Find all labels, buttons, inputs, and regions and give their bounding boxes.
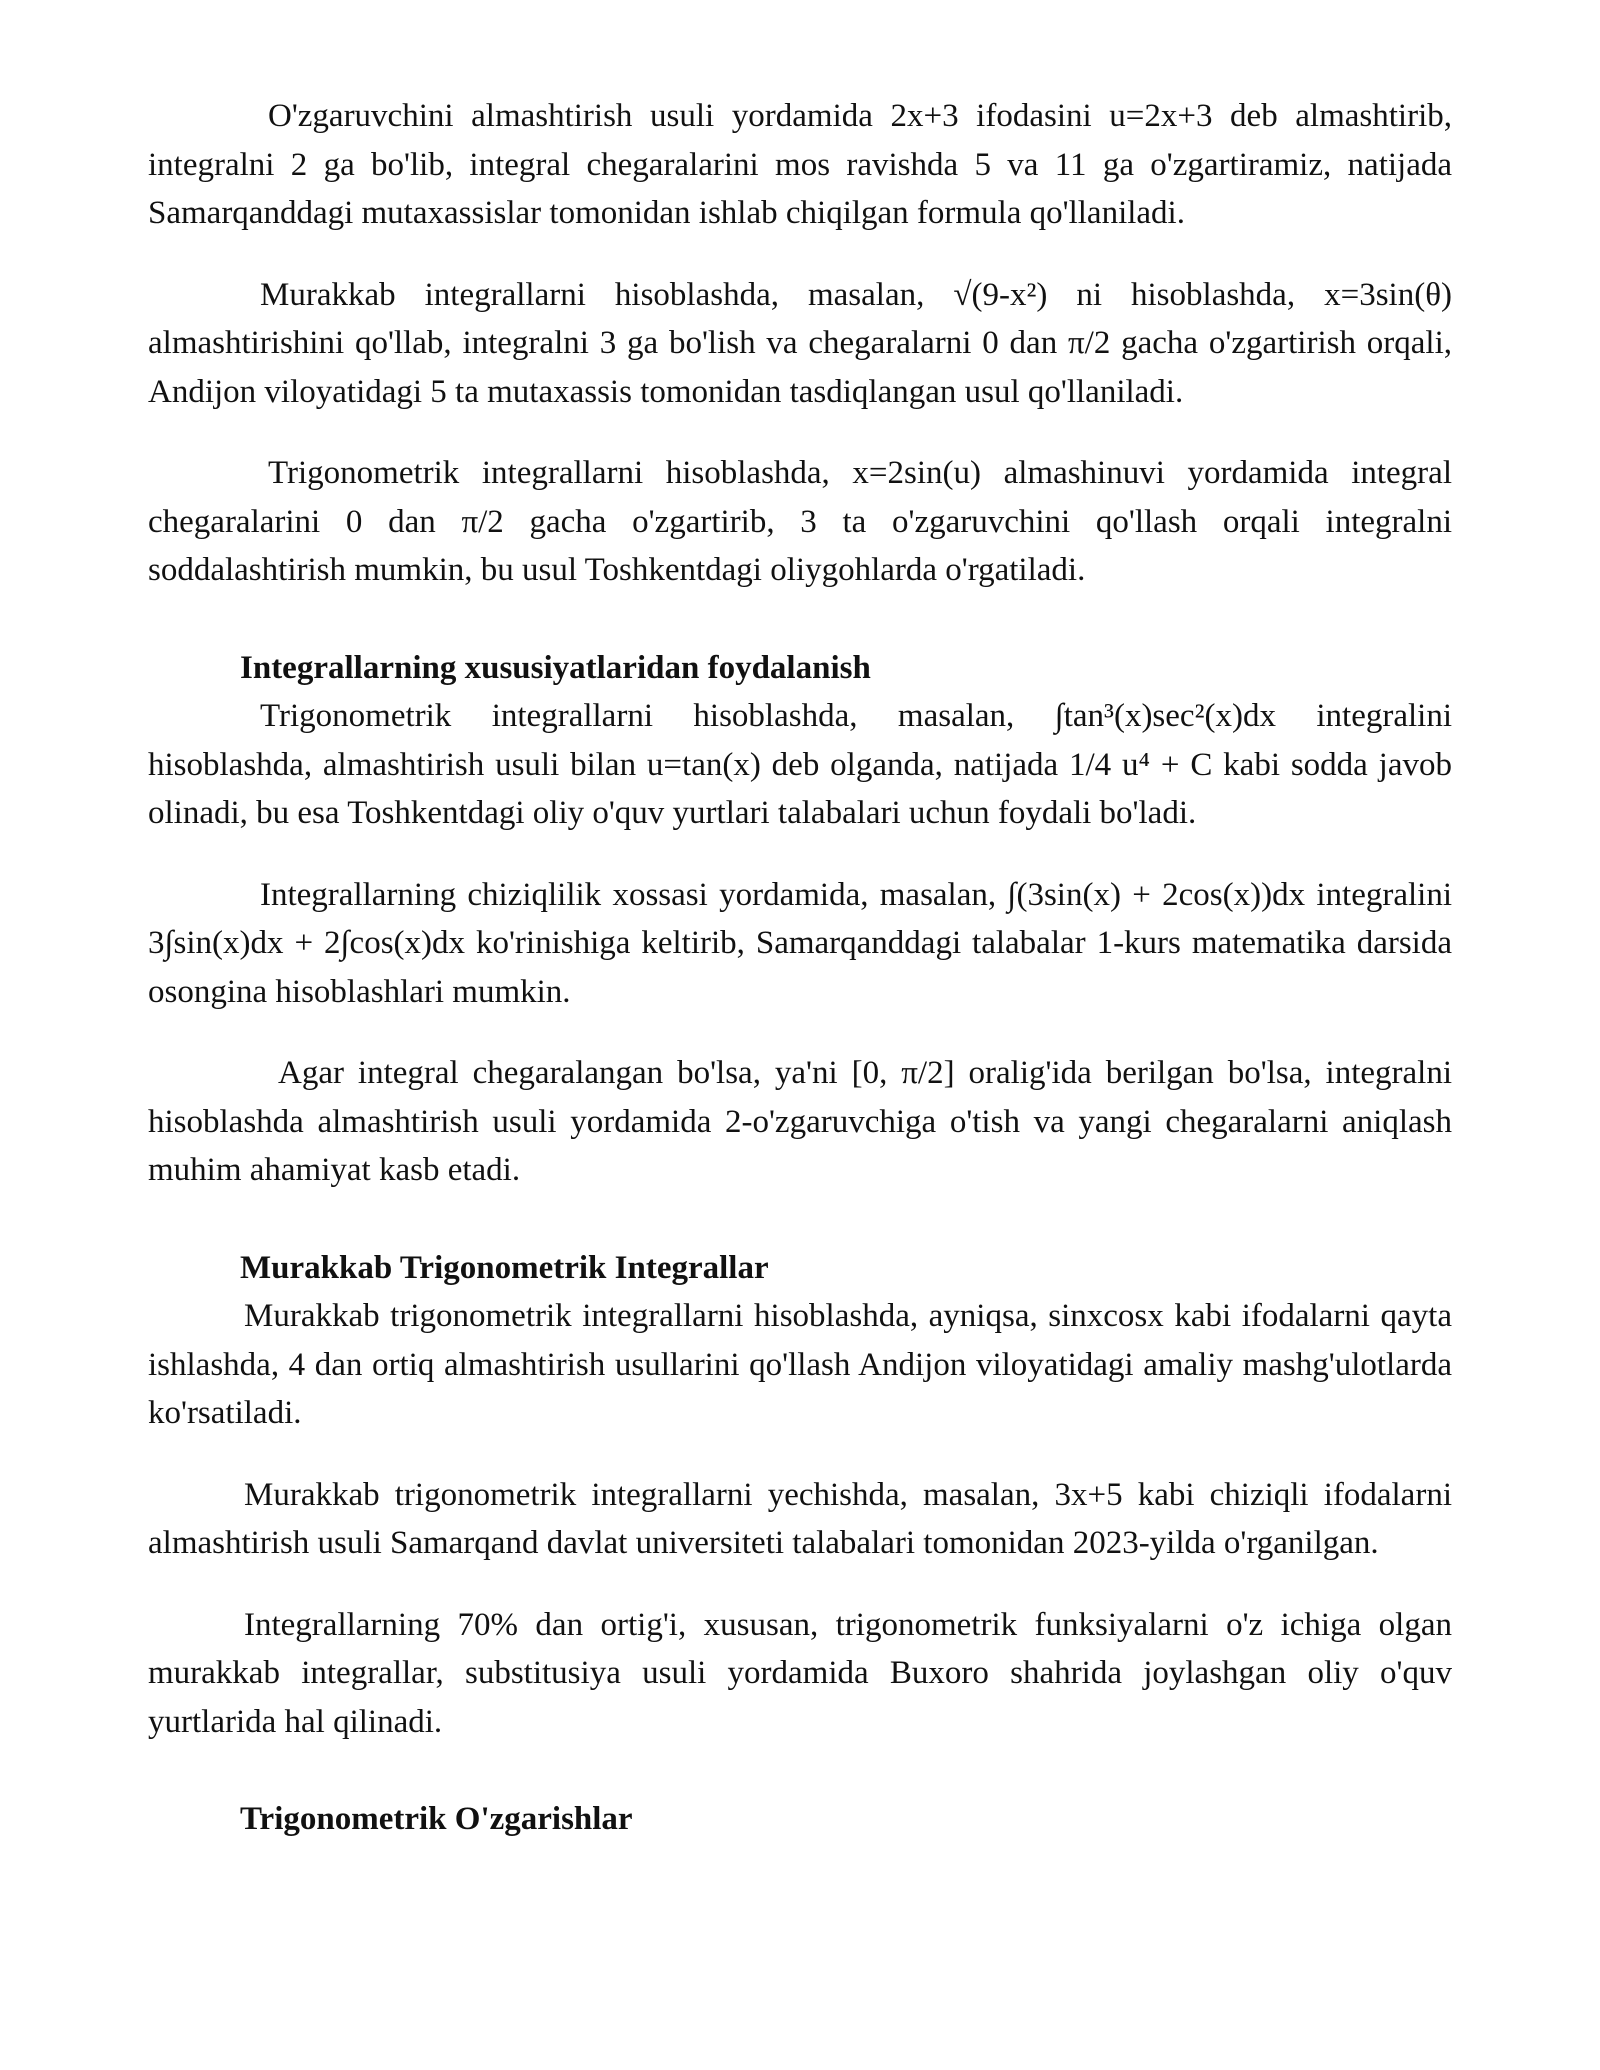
paragraph: Murakkab trigonometrik integrallarni yechishda, masalan, 3x+5 kabi chiziqli ifodalarni almashtirish usuli Samarqand davlat universiteti talabalari tomonidan 2023-yilda o'rganilgan. xyxy=(148,1476,1452,1561)
paragraph: Murakkab integrallarni hisoblashda, masalan, √(9-x²) ni hisoblashda, x=3sin(θ) almashtirishini qo'llab, integralni 3 ga bo'lish va chegaralarni 0 dan π/2 gacha o'zgartirish orqali, Andijon viloyatidagi 5 ta mutaxassis tomonidan tasdiqlangan usul qo'llaniladi. xyxy=(148,276,1452,410)
paragraph: Agar integral chegaralangan bo'lsa, ya'ni [0, π/2] oralig'ida berilgan bo'lsa, integralni hisoblashda almashtirish usuli yordamida 2-o'zgaruvchiga o'tish va yangi chegaralarni aniqlash muhim ahamiyat kasb etadi. xyxy=(148,1055,1452,1188)
section-spacer xyxy=(148,628,1452,644)
paragraph: O'zgaruvchini almashtirish usuli yordamida 2x+3 ifodasini u=2x+3 deb almashtirib, integralni 2 ga bo'lib, integral chegaralarini mos ravishda 5 va 11 ga o'zgartiramiz, natijada Samarqanddagi mutaxassislar tomonidan ishlab chiqilgan formula qo'llaniladi. xyxy=(148,98,1452,231)
paragraph: Trigonometrik integrallarni hisoblashda, masalan, ∫tan³(x)sec²(x)dx integralini hisoblashda, almashtirish usuli bilan u=tan(x) deb olganda, natijada 1/4 u⁴ + C kabi sodda javob olinadi, bu esa Toshkentdagi oliy o'quv yurtlari talabalari uchun foydali bo'ladi. xyxy=(148,698,1452,831)
paragraph: Integrallarning chiziqlilik xossasi yordamida, masalan, ∫(3sin(x) + 2cos(x))dx integralini 3∫sin(x)dx + 2∫cos(x)dx ko'rinishiga keltirib, Samarqanddagi talabalar 1-kurs matematika darsida osongina hisoblashlari mumkin. xyxy=(148,876,1452,1010)
section-heading: Integrallarning xususiyatlaridan foydalanish xyxy=(240,649,871,686)
section-spacer xyxy=(148,1779,1452,1795)
section-spacer xyxy=(148,1228,1452,1244)
paragraph: Trigonometrik integrallarni hisoblashda, x=2sin(u) almashinuvi yordamida integral chegaralarini 0 dan π/2 gacha o'zgartirib, 3 ta o'zgaruvchini qo'llash orqali integralni soddalashtirish mumkin, bu usul Toshkentdagi oliygohlarda o'rgatiladi. xyxy=(148,455,1452,588)
paragraph: Integrallarning 70% dan ortig'i, xususan, trigonometrik funksiyalarni o'z ichiga olgan murakkab integrallar, substitusiya usuli yordamida Buxoro shahrida joylashgan oliy o'quv yurtlarida hal qilinadi. xyxy=(148,1606,1452,1740)
document-page xyxy=(148,92,1452,1844)
paragraph: Murakkab trigonometrik integrallarni hisoblashda, ayniqsa, sinxcosx kabi ifodalarni qayta ishlashda, 4 dan ortiq almashtirish usullarini qo'llash Andijon viloyatidagi amaliy mashg'ulotlarda ko'rsatiladi. xyxy=(148,1298,1452,1431)
section-heading: Trigonometrik O'zgarishlar xyxy=(240,1801,633,1837)
section-heading: Murakkab Trigonometrik Integrallar xyxy=(240,1249,769,1286)
